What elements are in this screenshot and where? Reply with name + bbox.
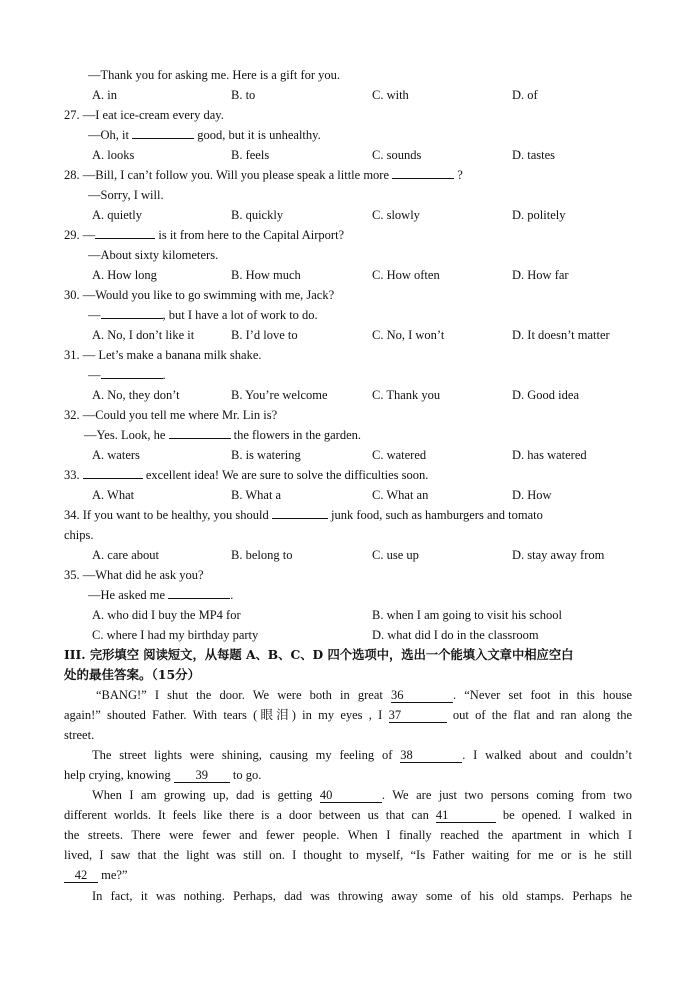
- q30-option-a[interactable]: A. No, I don’t like it: [92, 328, 195, 342]
- q31-option-b[interactable]: B. You’re welcome: [231, 388, 328, 402]
- q31-line2-post: .: [162, 368, 166, 382]
- q35-option-d[interactable]: D. what did I do in the classroom: [372, 628, 539, 642]
- q29-option-b[interactable]: B. How much: [231, 268, 301, 282]
- p1-l1-pre: “BANG!” I shut the door. We were both in great: [96, 688, 383, 702]
- q35-option-a[interactable]: A. who did I buy the MP4 for: [92, 608, 241, 622]
- q31-blank[interactable]: [101, 378, 163, 379]
- q34-blank[interactable]: [272, 518, 328, 519]
- p3-l5-post: me?”: [101, 868, 128, 882]
- q28-option-b[interactable]: B. quickly: [231, 208, 284, 222]
- q28-line1-post: ?: [457, 168, 463, 182]
- q27-blank[interactable]: [132, 138, 194, 139]
- q31-option-c[interactable]: C. Thank you: [372, 388, 441, 402]
- q26-option-d[interactable]: D. of: [512, 88, 538, 102]
- q32-option-a[interactable]: A. waters: [92, 448, 140, 462]
- q27-option-a[interactable]: A. looks: [92, 148, 135, 162]
- q28-line1-pre: 28. —Bill, I can’t follow you. Will you please speak a little more: [64, 168, 390, 182]
- q35-line1: 35. —What did he ask you?: [64, 568, 204, 582]
- q34-line2: chips.: [64, 528, 94, 542]
- p3-l2-post: be opened. I walked in: [502, 808, 633, 822]
- passage-p3-line1: [92, 787, 632, 803]
- q26-option-a[interactable]: A. in: [92, 88, 117, 102]
- q29-option-c[interactable]: C. How often: [372, 268, 440, 282]
- q29-line2: —About sixty kilometers.: [88, 248, 219, 262]
- q29-line1-pre: 29. —: [64, 228, 96, 242]
- p2-l2-pre: help crying, knowing: [64, 768, 171, 782]
- passage-p3-line2: [64, 807, 632, 823]
- q30-option-c[interactable]: C. No, I won’t: [372, 328, 445, 342]
- q30-line2-post: , but I have a lot of work to do.: [162, 308, 318, 322]
- q27-line2-post: good, but it is unhealthy.: [197, 128, 321, 142]
- passage-p1-line2: [64, 707, 632, 723]
- q33-option-c[interactable]: C. What an: [372, 488, 429, 502]
- q34-option-c[interactable]: C. use up: [372, 548, 419, 562]
- q32-option-d[interactable]: D. has watered: [512, 448, 587, 462]
- section3-title-line1: III. 完形填空 阅读短文，从每题 A、B、C、D 四个选项中，选出一个能填入文章中相应空白: [64, 647, 574, 662]
- q32-line2-post: the flowers in the garden.: [233, 428, 362, 442]
- q30-line2: [88, 307, 318, 323]
- q29-option-d[interactable]: D. How far: [512, 268, 569, 282]
- passage-p1-line3: street.: [64, 728, 95, 742]
- passage-p4-line1: In fact, it was nothing. Perhaps, dad was throwing away some of his old stamps. Perhaps he: [92, 889, 632, 903]
- q26-option-c[interactable]: C. with: [372, 88, 409, 102]
- q28-option-a[interactable]: A. quietly: [92, 208, 142, 222]
- blank-41[interactable]: 41: [436, 809, 496, 823]
- q35-option-c[interactable]: C. where I had my birthday party: [92, 628, 259, 642]
- q27-line2: [88, 127, 321, 143]
- p2-l2-post: to go.: [232, 768, 262, 782]
- blank-42[interactable]: 42: [64, 869, 98, 883]
- q30-option-b[interactable]: B. I’d love to: [231, 328, 298, 342]
- p1-l1-post: . “Never set foot in this house: [453, 688, 632, 702]
- q33-option-a[interactable]: A. What: [92, 488, 135, 502]
- q32-line2: [84, 427, 361, 443]
- q33-line1-pre: 33.: [64, 468, 80, 482]
- q34-line1-pre: 34. If you want to be healthy, you should: [64, 508, 269, 522]
- q31-option-d[interactable]: D. Good idea: [512, 388, 579, 402]
- passage-p2-line1: [92, 747, 632, 763]
- q27-line1: 27. —I eat ice-cream every day.: [64, 108, 224, 122]
- passage-p1-line1: [96, 687, 632, 703]
- p3-l1-post: . We are just two persons coming from two: [381, 788, 633, 802]
- blank-38[interactable]: 38: [400, 749, 462, 763]
- q33-line1-post: excellent idea! We are sure to solve the difficulties soon.: [145, 468, 429, 482]
- q32-option-c[interactable]: C. watered: [372, 448, 427, 462]
- q34-line1: [64, 507, 543, 523]
- q34-option-d[interactable]: D. stay away from: [512, 548, 605, 562]
- q27-option-b[interactable]: B. feels: [231, 148, 270, 162]
- q30-line1: 30. —Would you like to go swimming with me, Jack?: [64, 288, 335, 302]
- q31-line2-pre: —: [88, 368, 101, 382]
- q35-line2: [88, 587, 233, 603]
- p1-l2-pre: again!” shouted Father. With tears (眼泪) in my eyes , I: [64, 708, 383, 722]
- q34-option-b[interactable]: B. belong to: [231, 548, 293, 562]
- q32-line1: 32. —Could you tell me where Mr. Lin is?: [64, 408, 278, 422]
- passage-p3-line3: the streets. There were fewer and fewer people. When I finally reached the apartment in which I: [64, 828, 632, 842]
- q29-line1-post: is it from here to the Capital Airport?: [158, 228, 345, 242]
- q27-option-c[interactable]: C. sounds: [372, 148, 422, 162]
- q32-line2-pre: —Yes. Look, he: [84, 428, 166, 442]
- q28-line2: —Sorry, I will.: [88, 188, 164, 202]
- q28-option-c[interactable]: C. slowly: [372, 208, 420, 222]
- q28-option-d[interactable]: D. politely: [512, 208, 566, 222]
- q35-line2-pre: —He asked me: [88, 588, 166, 602]
- q29-option-a[interactable]: A. How long: [92, 268, 157, 282]
- q34-option-a[interactable]: A. care about: [92, 548, 159, 562]
- blank-39[interactable]: 39: [174, 769, 230, 783]
- q28-blank[interactable]: [392, 178, 454, 179]
- q34-line1-post: junk food, such as hamburgers and tomato: [330, 508, 543, 522]
- passage-p3-line5: [64, 867, 128, 883]
- q27-line2-pre: —Oh, it: [88, 128, 129, 142]
- q28-line1: [64, 167, 463, 183]
- passage-p2-line2: [64, 767, 261, 783]
- blank-36[interactable]: 36: [391, 689, 453, 703]
- p3-l1-pre: When I am growing up, dad is getting: [92, 788, 313, 802]
- q31-option-a[interactable]: A. No, they don’t: [92, 388, 180, 402]
- q32-blank[interactable]: [169, 438, 231, 439]
- section3-title-line2: 处的最佳答案。（15分）: [64, 667, 201, 682]
- q32-option-b[interactable]: B. is watering: [231, 448, 301, 462]
- q31-line2: [88, 367, 166, 383]
- blank-37[interactable]: 37: [389, 709, 447, 723]
- q26-option-b[interactable]: B. to: [231, 88, 256, 102]
- passage-p3-line4: lived, I saw that the light was still on. I thought to myself, “Is Father waiting for me or is he still: [64, 848, 632, 862]
- q30-line2-pre: —: [88, 308, 101, 322]
- q33-option-d[interactable]: D. How: [512, 488, 552, 502]
- q27-option-d[interactable]: D. tastes: [512, 148, 556, 162]
- q30-blank[interactable]: [101, 318, 163, 319]
- q35-blank[interactable]: [168, 598, 230, 599]
- p2-l1-pre: The street lights were shining, causing my feeling of: [92, 748, 393, 762]
- p2-l1-post: . I walked about and couldn’t: [462, 748, 633, 762]
- p1-l2-post: out of the flat and ran along the: [452, 708, 633, 722]
- q33-option-b[interactable]: B. What a: [231, 488, 282, 502]
- q33-line1: [64, 467, 428, 483]
- q30-option-d[interactable]: D. It doesn’t matter: [512, 328, 610, 342]
- q29-blank[interactable]: [95, 238, 155, 239]
- q35-line2-post: .: [230, 588, 234, 602]
- q35-option-b[interactable]: B. when I am going to visit his school: [372, 608, 562, 622]
- q33-blank[interactable]: [83, 478, 143, 479]
- q26-dialog: —Thank you for asking me. Here is a gift for you.: [88, 68, 341, 82]
- q31-line1: 31. — Let’s make a banana milk shake.: [64, 348, 262, 362]
- blank-40[interactable]: 40: [320, 789, 382, 803]
- q29-line1: [64, 227, 344, 243]
- p3-l2-pre: different worlds. It feels like there is a door between us that can: [64, 808, 429, 822]
